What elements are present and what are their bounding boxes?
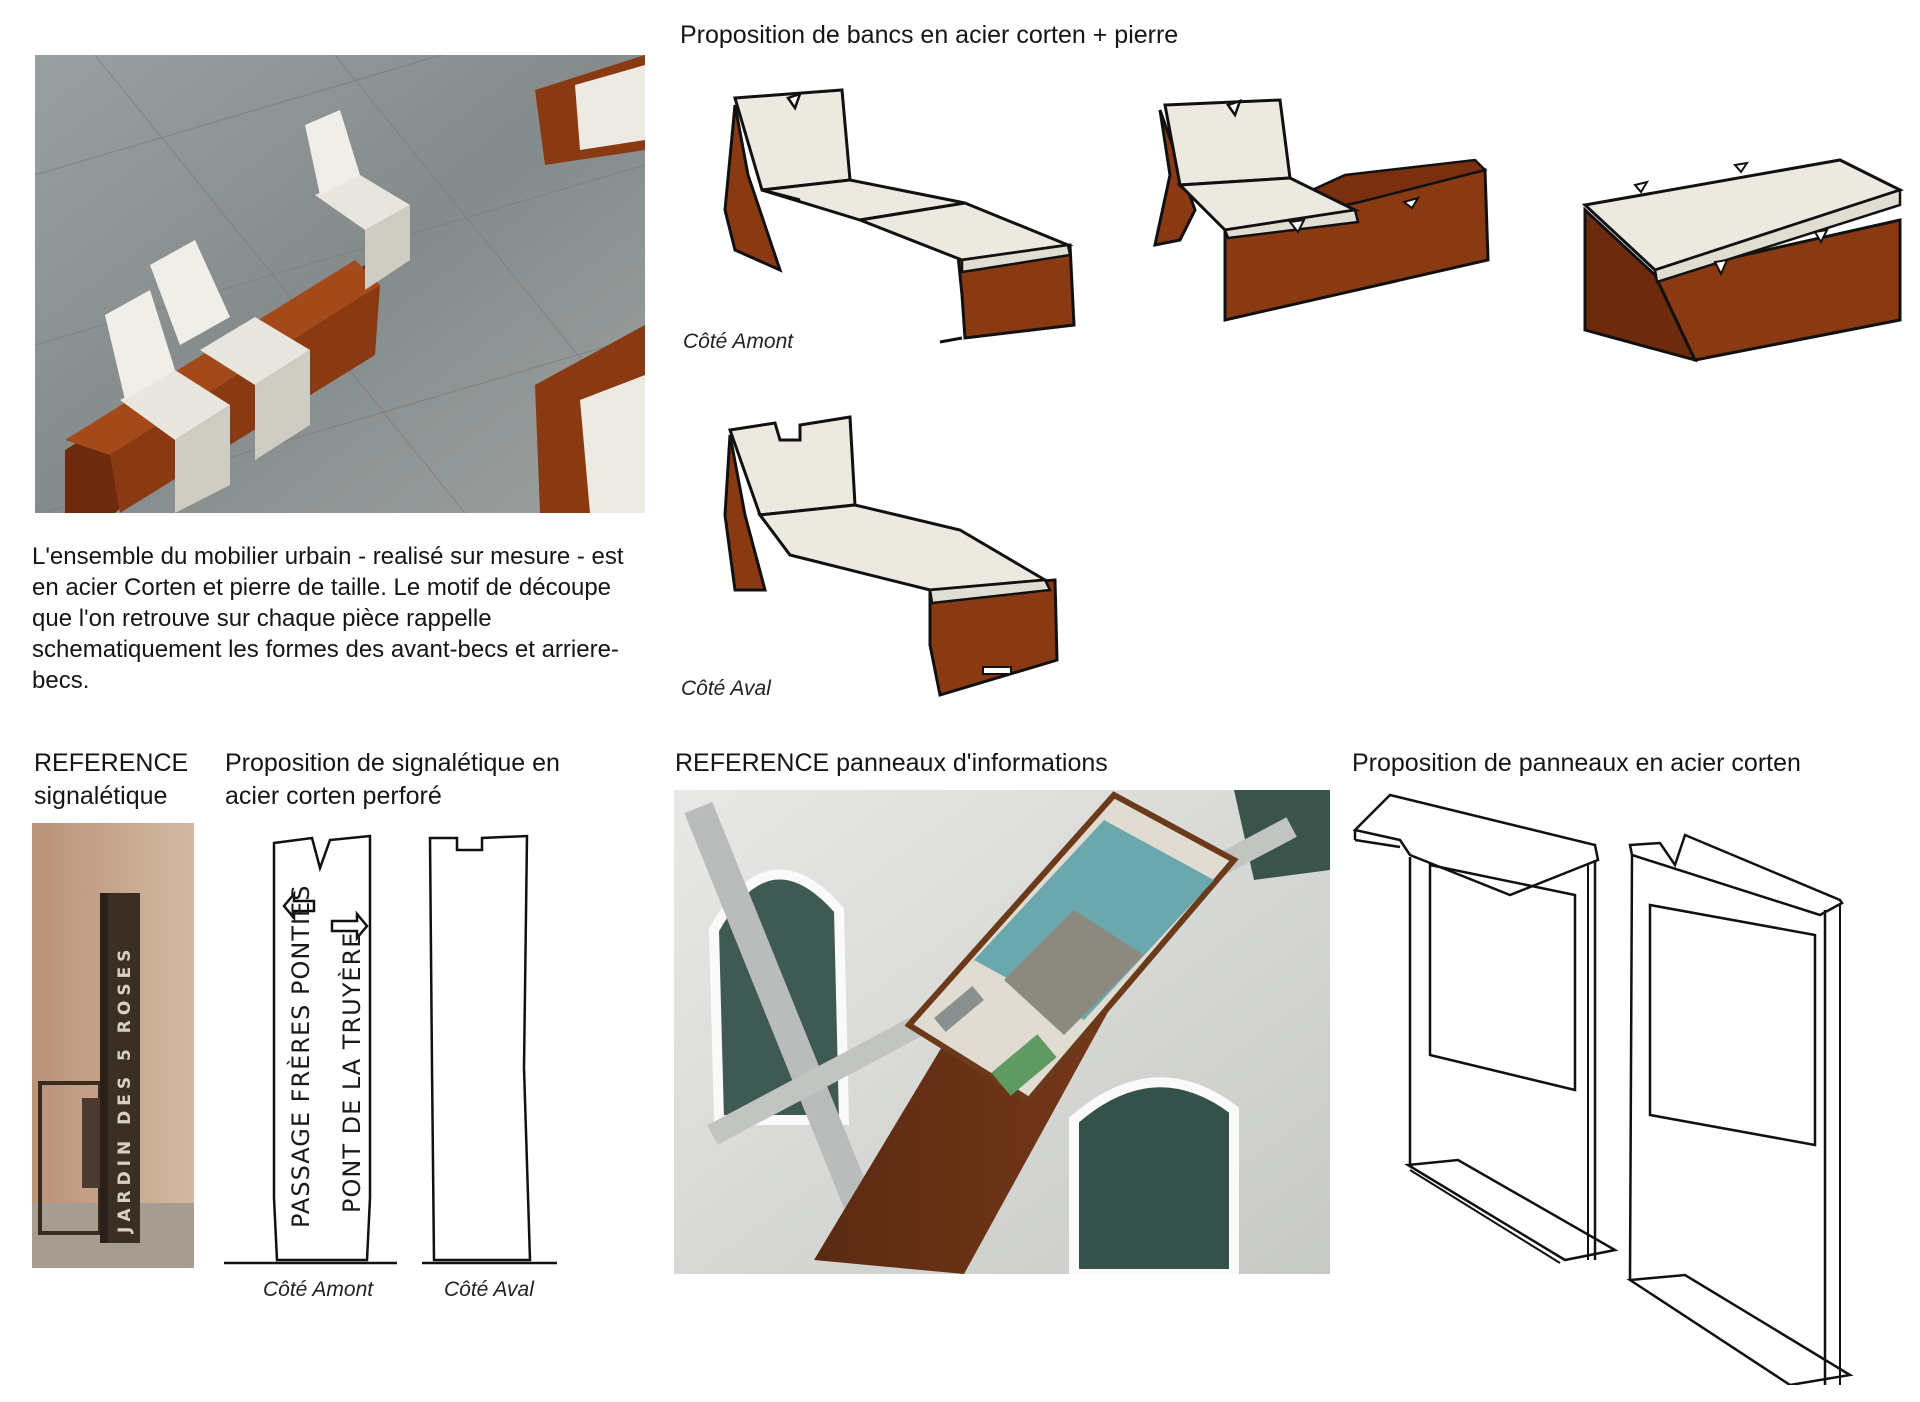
signage-proposal-title-line1: Proposition de signalétique en (225, 749, 560, 777)
signage-reference-title-line1: REFERENCE (34, 749, 189, 777)
panels-proposal-sketch (1350, 785, 1870, 1385)
bench-caption-aval: Côté Aval (681, 677, 771, 700)
description-text: L'ensemble du mobilier urbain - realisé sur mesure - est en acier Corten et pierre de taille. Le motif de découpe que l'on retrouve sur chaque pièce rappelle schematiquement les formes des avant-becs et arriere-becs. (32, 543, 624, 694)
info-panels-reference-title: REFERENCE panneaux d'informations (675, 749, 1108, 777)
signage-reference-photo (32, 823, 194, 1268)
signage-text-passage: PASSAGE FRÈRES PONTIES (287, 884, 315, 1228)
signage-reference-title-line2: signalétique (34, 782, 168, 810)
signage-proposal-title (225, 748, 560, 812)
info-panel-reference-photo (674, 790, 1330, 1274)
bench-sketch-lounger-amont (700, 80, 1080, 355)
bench-sketch-simple (1575, 150, 1915, 370)
signage-reference-title (34, 748, 188, 812)
panels-proposal-title: Proposition de panneaux en acier corten (1352, 749, 1801, 777)
signage-sketches (222, 818, 562, 1278)
benches-section-title: Proposition de bancs en acier corten + pierre (680, 21, 1179, 49)
signage-proposal-title-line2: acier corten perforé (225, 782, 442, 810)
signage-caption-aval: Côté Aval (444, 1278, 534, 1301)
bench-reference-photo (35, 55, 645, 513)
bench-sketch-half-lounger (1140, 90, 1500, 330)
bench-sketch-lounger-aval (715, 405, 1065, 715)
signage-engraved-text: JARDIN DES 5 ROSES (115, 944, 135, 1233)
signage-caption-amont: Côté Amont (263, 1278, 374, 1301)
signage-text-pont: PONT DE LA TRUYÈRE (338, 931, 366, 1213)
bench-caption-amont: Côté Amont (683, 330, 794, 353)
